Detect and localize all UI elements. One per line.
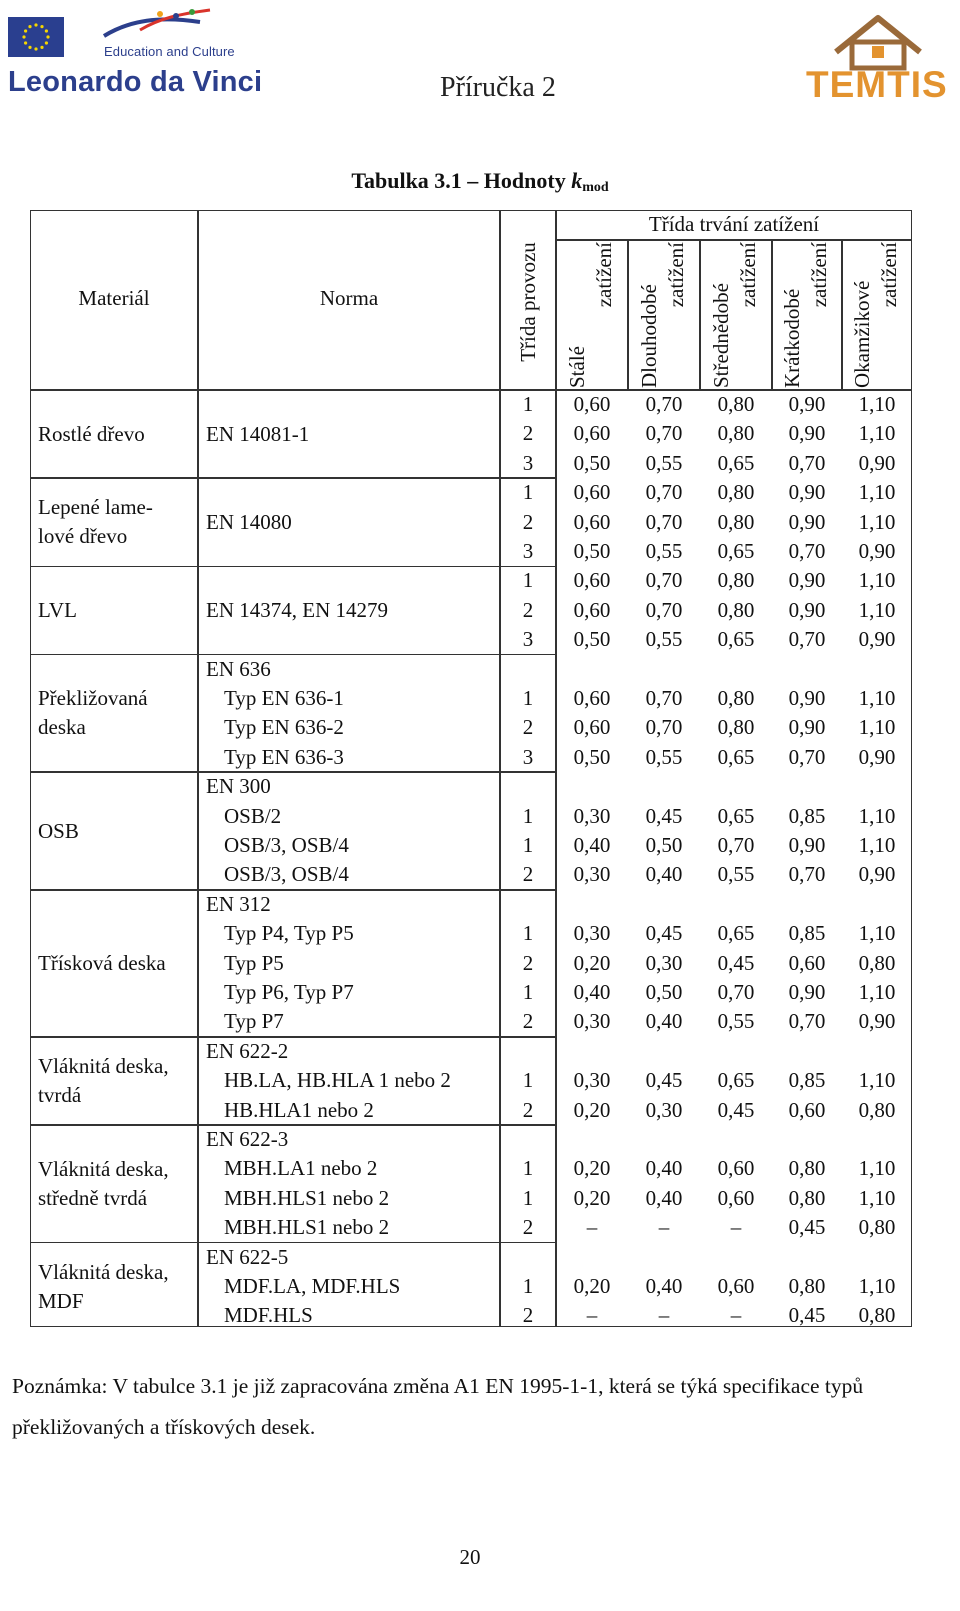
kmod-value: 0,60 [573,480,611,505]
group-divider [30,889,556,891]
kmod-value: 0,60 [717,1156,755,1181]
kmod-value: 0,70 [788,627,826,652]
kmod-value: 0,65 [717,539,755,563]
kmod-value: 0,30 [573,921,611,946]
kmod-value: 1,10 [858,1156,896,1181]
kmod-value: 0,20 [573,1156,611,1181]
kmod-value: 0,90 [788,392,826,416]
duration-header-line: Dlouhodobé [637,284,661,388]
kmod-value: 0,85 [788,1068,826,1093]
kmod-value: 0,60 [573,509,611,534]
material-name: LVL [38,598,77,622]
page-number: 20 [459,1545,481,1569]
kmod-value: 1,10 [858,921,896,946]
kmod-value: 0,55 [717,862,755,887]
kmod-value: 0,55 [645,450,683,475]
service-class-value: 1 [522,1068,534,1093]
temtis-logo-text: TEMTIS [806,64,948,105]
group-divider [30,654,556,656]
norma-item: HB.LA, HB.HLA 1 nebo 2 [224,1068,451,1093]
norma-item: OSB/3, OSB/4 [224,833,349,857]
kmod-value: 0,50 [573,539,611,563]
material-name: středně tvrdá [38,1185,148,1210]
group-divider [30,771,556,773]
material-name: tvrdá [38,1082,82,1107]
kmod-value: 0,70 [717,980,755,1004]
table-note: Poznámka: V tabulce 3.1 je již zapracována změna A1 EN 1995-1-1, která se týká specifikace typů překližovaných a třískových desek. [12,1374,864,1439]
kmod-value: 0,85 [788,921,826,946]
norma-head: EN 622-2 [206,1038,289,1063]
header-service-class: Třída provozu [516,242,540,362]
kmod-value: 1,10 [858,421,896,446]
kmod-value: 0,70 [645,597,683,622]
kmod-value: 0,45 [717,1097,755,1122]
kmod-value: 0,85 [788,803,826,828]
kmod-value: 1,10 [858,480,896,505]
kmod-value: 1,10 [858,715,896,740]
service-class-value: 2 [522,1097,534,1122]
kmod-value: 0,50 [573,450,611,475]
kmod-value: 0,80 [717,715,755,740]
kmod-value: 0,90 [858,1009,896,1034]
duration-header-line: zatížení [736,242,760,308]
material-name: Vláknitá deska, [38,1053,169,1078]
kmod-value: 0,65 [717,921,755,946]
kmod-value: 0,45 [788,1215,826,1240]
service-class-value: 1 [522,568,534,593]
kmod-value: 1,10 [858,568,896,593]
service-class-value: 1 [522,1156,534,1181]
header-duration-3 [708,242,764,388]
duration-header-line: Střednědobé [709,283,733,388]
group-divider [30,1124,556,1126]
column-divider [197,210,199,1327]
temtis-house-icon [826,12,930,72]
kmod-value: 1,10 [858,1185,896,1210]
caption-symbol: k [571,168,583,193]
kmod-value: 0,90 [788,568,826,593]
norma-item: MDF.HLS [224,1303,313,1328]
material-name: Překližovaná [38,686,148,711]
kmod-value: 0,50 [573,744,611,769]
running-title: Příručka 2 [440,72,556,103]
kmod-value: 0,70 [645,568,683,593]
service-class-value: 1 [522,686,534,710]
service-class-value: 3 [522,450,534,475]
kmod-value: 0,70 [788,862,826,887]
kmod-value: 0,65 [717,744,755,769]
kmod-value: 0,90 [788,686,826,710]
kmod-value: 0,70 [645,392,683,416]
header-norma: Norma [319,286,379,310]
kmod-value: 0,80 [788,1274,826,1298]
kmod-value: 0,90 [788,715,826,740]
group-divider [30,566,556,568]
eu-flag-icon [8,17,64,57]
kmod-value: 0,90 [788,980,826,1004]
duration-header-line: zatížení [664,242,688,308]
kmod-value: 0,60 [573,421,611,446]
table-caption [0,168,960,196]
kmod-value: – [658,1303,670,1328]
header-duration-group: Třída trvání zatížení [648,212,820,236]
kmod-value: 0,65 [717,1068,755,1093]
duration-header-divider [699,240,701,390]
service-class-value: 2 [522,597,534,622]
kmod-value: 0,70 [717,833,755,857]
kmod-value: 0,60 [717,1185,755,1210]
kmod-value: 0,80 [717,597,755,622]
group-divider [30,1242,556,1244]
service-class-value: 1 [522,803,534,828]
kmod-value: 1,10 [858,392,896,416]
service-class-value: 1 [522,921,534,946]
duration-group-rule [556,239,912,241]
kmod-value: 0,60 [717,1274,755,1298]
material-name: Vláknitá deska, [38,1156,169,1181]
kmod-value: 0,40 [573,833,611,857]
kmod-value: 0,50 [645,833,683,857]
header-duration-5 [849,242,905,388]
norma-item: MBH.LA1 nebo 2 [224,1156,378,1181]
kmod-value: 0,60 [573,686,611,710]
kmod-value: 0,45 [788,1303,826,1328]
kmod-value: 0,40 [645,862,683,887]
duration-header-line: zatížení [592,242,616,308]
norma-item: Typ P5 [224,950,284,975]
kmod-value: 0,70 [645,686,683,710]
service-class-value: 1 [522,1274,534,1298]
kmod-value: 0,45 [645,1068,683,1093]
norma-item: Typ P7 [224,1009,284,1034]
material-name: OSB [38,818,79,843]
service-class-value: 2 [522,1215,534,1240]
kmod-value: 0,50 [645,980,683,1004]
kmod-value: 0,90 [788,421,826,446]
duration-header-line: zatížení [877,242,901,308]
kmod-value: 0,40 [645,1274,683,1298]
kmod-value: 1,10 [858,833,896,857]
material-name: lové dřevo [38,524,128,549]
material-name: Vláknitá deska, [38,1259,169,1284]
header-duration-4 [779,242,835,388]
service-class-value: 2 [522,715,534,740]
service-class-value: 1 [522,980,534,1004]
kmod-value: 0,30 [573,862,611,887]
norma-item: HB.HLA1 nebo 2 [224,1097,374,1122]
kmod-value: 0,60 [788,1097,826,1122]
norma-head: EN 622-5 [206,1244,289,1269]
norma-item: OSB/3, OSB/4 [224,862,349,887]
leonardo-da-vinci-logo: Leonardo da Vinci [8,66,263,98]
kmod-value: 0,90 [788,480,826,505]
kmod-value: 0,80 [717,568,755,593]
kmod-value: 0,20 [573,950,611,975]
kmod-value: 0,30 [573,1068,611,1093]
norma-item: MBH.HLS1 nebo 2 [224,1215,390,1240]
group-divider [30,477,556,479]
kmod-value: 0,80 [788,1156,826,1181]
kmod-value: 0,80 [717,686,755,710]
service-class-value: 2 [522,421,534,446]
kmod-value: 0,60 [573,597,611,622]
kmod-value: 0,70 [788,744,826,769]
kmod-value: 0,90 [858,450,896,475]
kmod-value: 0,90 [788,833,826,857]
kmod-value: 0,70 [645,480,683,505]
kmod-value: 0,80 [717,392,755,416]
kmod-value: 0,65 [717,450,755,475]
material-name: Třísková deska [38,950,166,975]
service-class-value: 1 [522,1185,534,1210]
kmod-value: 0,55 [645,539,683,563]
kmod-value: 0,45 [645,803,683,828]
kmod-value: 1,10 [858,980,896,1004]
kmod-value: 0,50 [573,627,611,652]
kmod-value: 0,90 [858,862,896,887]
header-material: Materiál [78,286,150,310]
header-duration-2 [636,242,692,388]
kmod-value: 0,30 [645,950,683,975]
kmod-value: 1,10 [858,597,896,622]
kmod-value: 0,40 [645,1156,683,1181]
service-class-value: 1 [522,392,534,416]
norma-head: EN 312 [206,891,271,916]
service-class-value: 3 [522,744,534,769]
norma-head: EN 300 [206,774,271,799]
kmod-value: 0,30 [645,1097,683,1122]
group-divider [30,1036,556,1038]
kmod-value: 0,70 [788,1009,826,1034]
kmod-value: 1,10 [858,803,896,828]
kmod-value: 0,30 [573,1009,611,1034]
kmod-value: 0,40 [645,1009,683,1034]
kmod-value: 1,10 [858,1274,896,1298]
kmod-value: 0,70 [788,539,826,563]
kmod-value: 0,65 [717,627,755,652]
kmod-value: 0,80 [858,1097,896,1122]
material-name: Rostlé dřevo [38,421,145,446]
service-class-value: 3 [522,539,534,563]
norma-item: MDF.LA, MDF.HLS [224,1274,401,1298]
service-class-value: 2 [522,1303,534,1328]
education-culture-label: Education and Culture [104,44,235,59]
kmod-value: 1,10 [858,1068,896,1093]
kmod-value: 0,90 [858,539,896,563]
service-class-value: 2 [522,509,534,534]
material-name: Lepené lame- [38,495,153,520]
norma-item: Typ P6, Typ P7 [224,980,354,1004]
duration-header-line: zatížení [807,242,831,308]
kmod-value: 0,30 [573,803,611,828]
duration-header-divider [841,240,843,390]
kmod-value: 0,80 [717,480,755,505]
service-class-value: 2 [522,862,534,887]
kmod-value: 0,20 [573,1097,611,1122]
kmod-value: 0,90 [788,509,826,534]
kmod-value: 0,55 [645,627,683,652]
caption-subscript: mod [582,180,609,195]
kmod-value: – [658,1215,670,1240]
norma-head: EN 636 [206,656,271,681]
kmod-value: 0,90 [858,627,896,652]
duration-header-divider [627,240,629,390]
kmod-value: 1,10 [858,686,896,710]
kmod-value: 0,60 [573,392,611,416]
kmod-value: 0,70 [645,421,683,446]
norma-item: Typ EN 636-2 [224,715,344,740]
norma-item: Typ EN 636-1 [224,686,344,710]
service-class-value: 1 [522,833,534,857]
kmod-value: 0,80 [717,509,755,534]
norma-item: MBH.HLS1 nebo 2 [224,1185,390,1210]
kmod-value: 0,20 [573,1274,611,1298]
kmod-value: 0,60 [788,950,826,975]
service-class-value: 2 [522,1009,534,1034]
kmod-value: 0,45 [645,921,683,946]
norma-item: Typ P4, Typ P5 [224,921,354,946]
norma-item: EN 14374, EN 14279 [206,598,388,622]
kmod-value: 0,60 [573,715,611,740]
kmod-value: 0,80 [717,421,755,446]
kmod-value: 0,40 [645,1185,683,1210]
duration-header-line: Stálé [565,346,589,388]
kmod-value: 0,60 [573,568,611,593]
kmod-value: 0,80 [788,1185,826,1210]
kmod-value: 0,65 [717,803,755,828]
kmod-value: 0,70 [645,715,683,740]
service-class-value: 2 [522,950,534,975]
kmod-value: 0,55 [717,1009,755,1034]
norma-head: EN 622-3 [206,1127,289,1151]
kmod-value: 0,70 [645,509,683,534]
kmod-value: 0,80 [858,1215,896,1240]
kmod-value: 0,90 [788,597,826,622]
kmod-value: 0,55 [645,744,683,769]
kmod-value: – [730,1303,742,1328]
education-culture-swoosh-icon [100,6,230,44]
header-duration-1 [564,242,620,388]
kmod-value: 0,40 [573,980,611,1004]
kmod-value: 0,45 [717,950,755,975]
caption-prefix: Tabulka 3.1 – Hodnoty [351,168,572,193]
kmod-value: 0,70 [788,450,826,475]
kmod-value: 0,80 [858,950,896,975]
duration-header-divider [771,240,773,390]
kmod-value: – [730,1215,742,1240]
norma-item: OSB/2 [224,803,282,828]
kmod-value: 0,20 [573,1185,611,1210]
norma-item: EN 14080 [206,509,292,534]
kmod-value: 0,80 [858,1303,896,1328]
kmod-value: – [586,1303,598,1328]
norma-item: Typ EN 636-3 [224,744,344,769]
service-class-value: 3 [522,627,534,652]
kmod-value: 0,90 [858,744,896,769]
norma-item: EN 14081-1 [206,421,310,446]
duration-header-line: Krátkodobé [780,288,804,388]
duration-header-line: Okamžikové [850,280,874,388]
kmod-value: – [586,1215,598,1240]
kmod-value: 1,10 [858,509,896,534]
material-name: MDF [38,1288,84,1313]
material-name: deska [38,715,86,740]
service-class-value: 1 [522,480,534,505]
